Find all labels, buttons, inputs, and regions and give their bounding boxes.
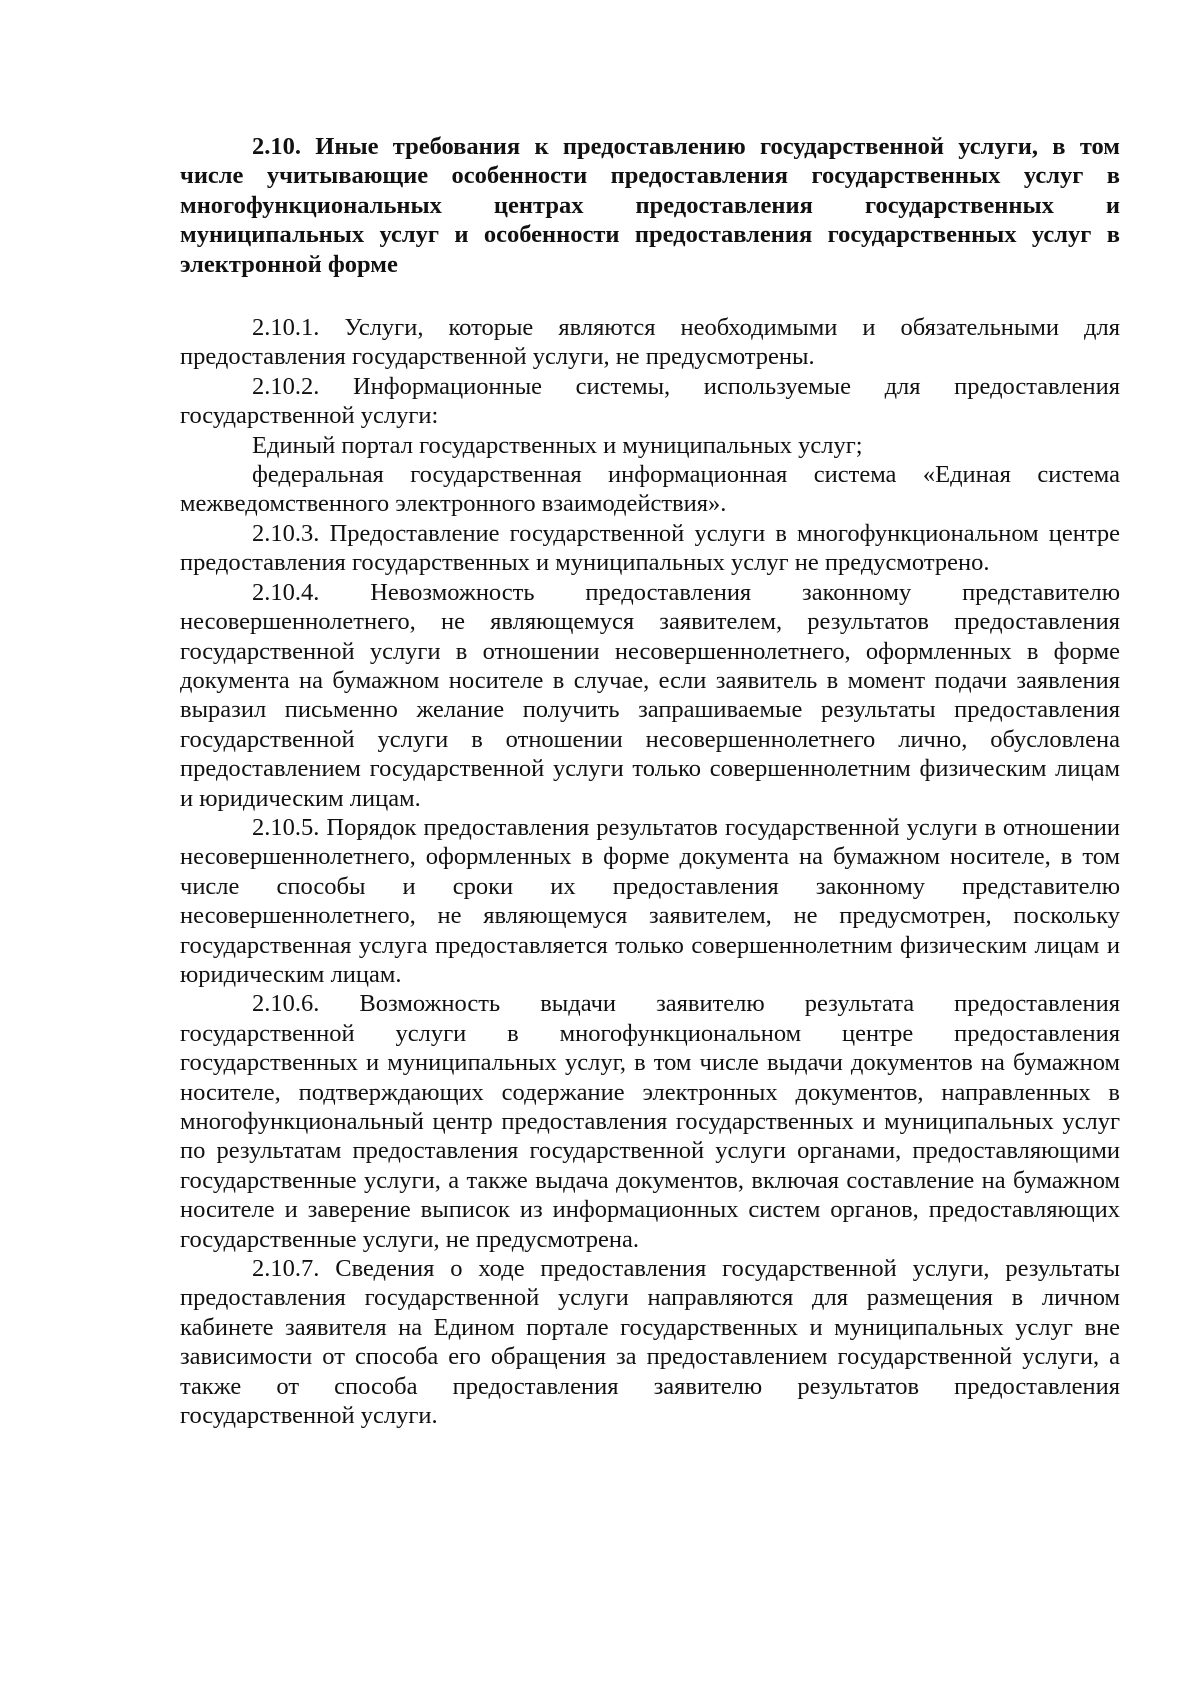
document-page (180, 132, 1120, 1430)
paragraph-2-10-7: 2.10.7. Сведения о ходе предоставления государственной услуги, результаты предоставления государственной услуги направляются для размещения в личном кабинете заявителя на Едином портале государственных и муниципальных услуг вне зависимости от способа его обращения за предоставлением государственной услуги, а также от способа предоставления заявителю результатов предоставления государственной услуги. (180, 1255, 1120, 1430)
paragraph-unified-portal: Единый портал государственных и муниципальных услуг; (252, 431, 863, 459)
paragraph-2-10-1: 2.10.1. Услуги, которые являются необходимыми и обязательными для предоставления государственной услуги, не предусмотрены. (180, 314, 1120, 371)
paragraph-2-10-3: 2.10.3. Предоставление государственной услуги в многофункциональном центре предоставления государственных и муниципальных услуг не предусмотрено. (180, 519, 1120, 577)
paragraph-federal-system: федеральная государственная информационная система «Единая система межведомственного электронного взаимодействия». (180, 461, 1120, 518)
paragraph-2-10-2: 2.10.2. Информационные системы, используемые для предоставления государственной услуги: (180, 372, 1120, 430)
paragraph-2-10-6: 2.10.6. Возможность выдачи заявителю результата предоставления государственной услуги в многофункциональном центре предоставления государственных и муниципальных услуг, в том числе выдачи документов на бумажном носителе, подтверждающих содержание электронных документов, направленных в многофункциональный центр предоставления государственных и муниципальных услуг по результатам предоставления государственной услуги органами, предоставляющими государственные услуги, а также выдача документов, включая составление на бумажном носителе и заверение выписок из информационных систем органов, предоставляющих государственные услуги, не предусмотрена. (180, 990, 1120, 1253)
section-heading: 2.10. Иные требования к предоставлению государственной услуги, в том числе учитывающие особенности предоставления государственных услуг в многофункциональных центрах предоставления государственных и муниципальных услуг и особенности предоставления государственных услуг в электронной форме (180, 133, 1120, 278)
paragraph-2-10-4: 2.10.4. Невозможность предоставления законному представителю несовершеннолетнего, не являющемуся заявителем, результатов предоставления государственной услуги в отношении несовершеннолетнего, оформленных в форме документа на бумажном носителе в случае, если заявитель в момент подачи заявления выразил письменно желание получить запрашиваемые результаты предоставления государственной услуги в отношении несовершеннолетнего лично, обусловлена предоставлением государственной услуги только совершеннолетним физическим лицам и юридическим лицам. (180, 578, 1120, 812)
spacer (180, 279, 1120, 313)
paragraph-2-10-5: 2.10.5. Порядок предоставления результатов государственной услуги в отношении несовершеннолетнего, оформленных в форме документа на бумажном носителе, в том числе способы и сроки их предоставления законному представителю несовершеннолетнего, не являющемуся заявителем, не предусмотрен, поскольку государственная услуга предоставляется только совершеннолетним физическим лицам и юридическим лицам. (180, 813, 1120, 988)
